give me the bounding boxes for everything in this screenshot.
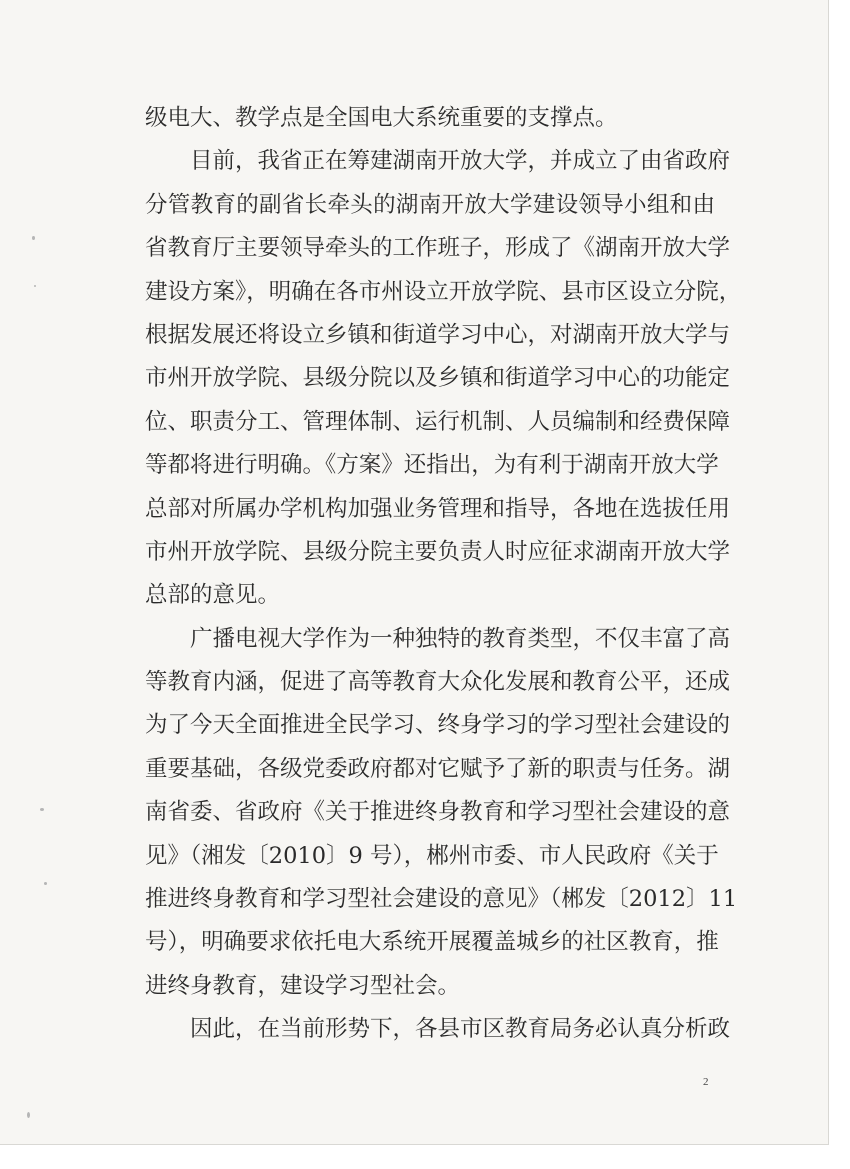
- text-line: 重要基础，各级党委政府都对它赋予了新的职责与任务。湖: [145, 755, 731, 782]
- text-line: 级电大、教学点是全国电大系统重要的支撑点。: [145, 105, 618, 131]
- text-line: 号），明确要求依托电大系统开展覆盖城乡的社区教育，推: [145, 929, 719, 956]
- text-line: 因此，在当前形势下，各县市区教育局务必认真分析政: [190, 1016, 731, 1043]
- text-line: 市州开放学院、县级分院主要负责人时应征求湖南开放大学: [145, 538, 731, 565]
- text-line: 建设方案》，明确在各市州设立开放学院、县市区设立分院，: [145, 278, 742, 305]
- text-line: 等教育内涵，促进了高等教育大众化发展和教育公平，还成: [145, 669, 731, 696]
- text-line: 省教育厅主要领导牵头的工作班子，形成了《湖南开放大学: [145, 235, 731, 262]
- text-line: 总部的意见。: [145, 582, 281, 609]
- text-line: 推进终身教育和学习型社会建设的意见》（郴发〔2012〕11: [145, 886, 738, 913]
- text-line: 位、职责分工、管理体制、运行机制、人员编制和经费保障: [145, 408, 731, 435]
- page-number: 2: [703, 1076, 709, 1088]
- text-line: 进终身教育，建设学习型社会。: [145, 972, 461, 999]
- text-line: 总部对所属办学机构加强业务管理和指导，各地在选拔任用: [145, 495, 731, 522]
- scan-speck: [32, 236, 35, 240]
- scan-speck: [44, 882, 47, 885]
- text-line: 市州开放学院、县级分院以及乡镇和街道学习中心的功能定: [145, 365, 731, 392]
- text-line: 广播电视大学作为一种独特的教育类型，不仅丰富了高: [190, 625, 731, 652]
- text-line: 南省委、省政府《关于推进终身教育和学习型社会建设的意: [145, 799, 731, 826]
- text-line: 目前，我省正在筹建湖南开放大学，并成立了由省政府: [190, 148, 731, 175]
- text-line: 见》（湘发〔2010〕9 号），郴州市委、市人民政府《关于: [145, 842, 719, 869]
- scan-speck: [40, 808, 44, 811]
- scan-speck: [27, 1112, 30, 1118]
- text-line: 等都将进行明确。《方案》还指出，为有利于湖南开放大学: [145, 452, 719, 479]
- text-line: 根据发展还将设立乡镇和街道学习中心，对湖南开放大学与: [145, 321, 731, 348]
- body-text: [145, 97, 742, 1052]
- scan-speck: [34, 285, 36, 287]
- text-line: 为了今天全面推进全民学习、终身学习的学习型社会建设的: [145, 712, 731, 739]
- text-line: 分管教育的副省长牵头的湖南开放大学建设领导小组和由: [145, 191, 715, 218]
